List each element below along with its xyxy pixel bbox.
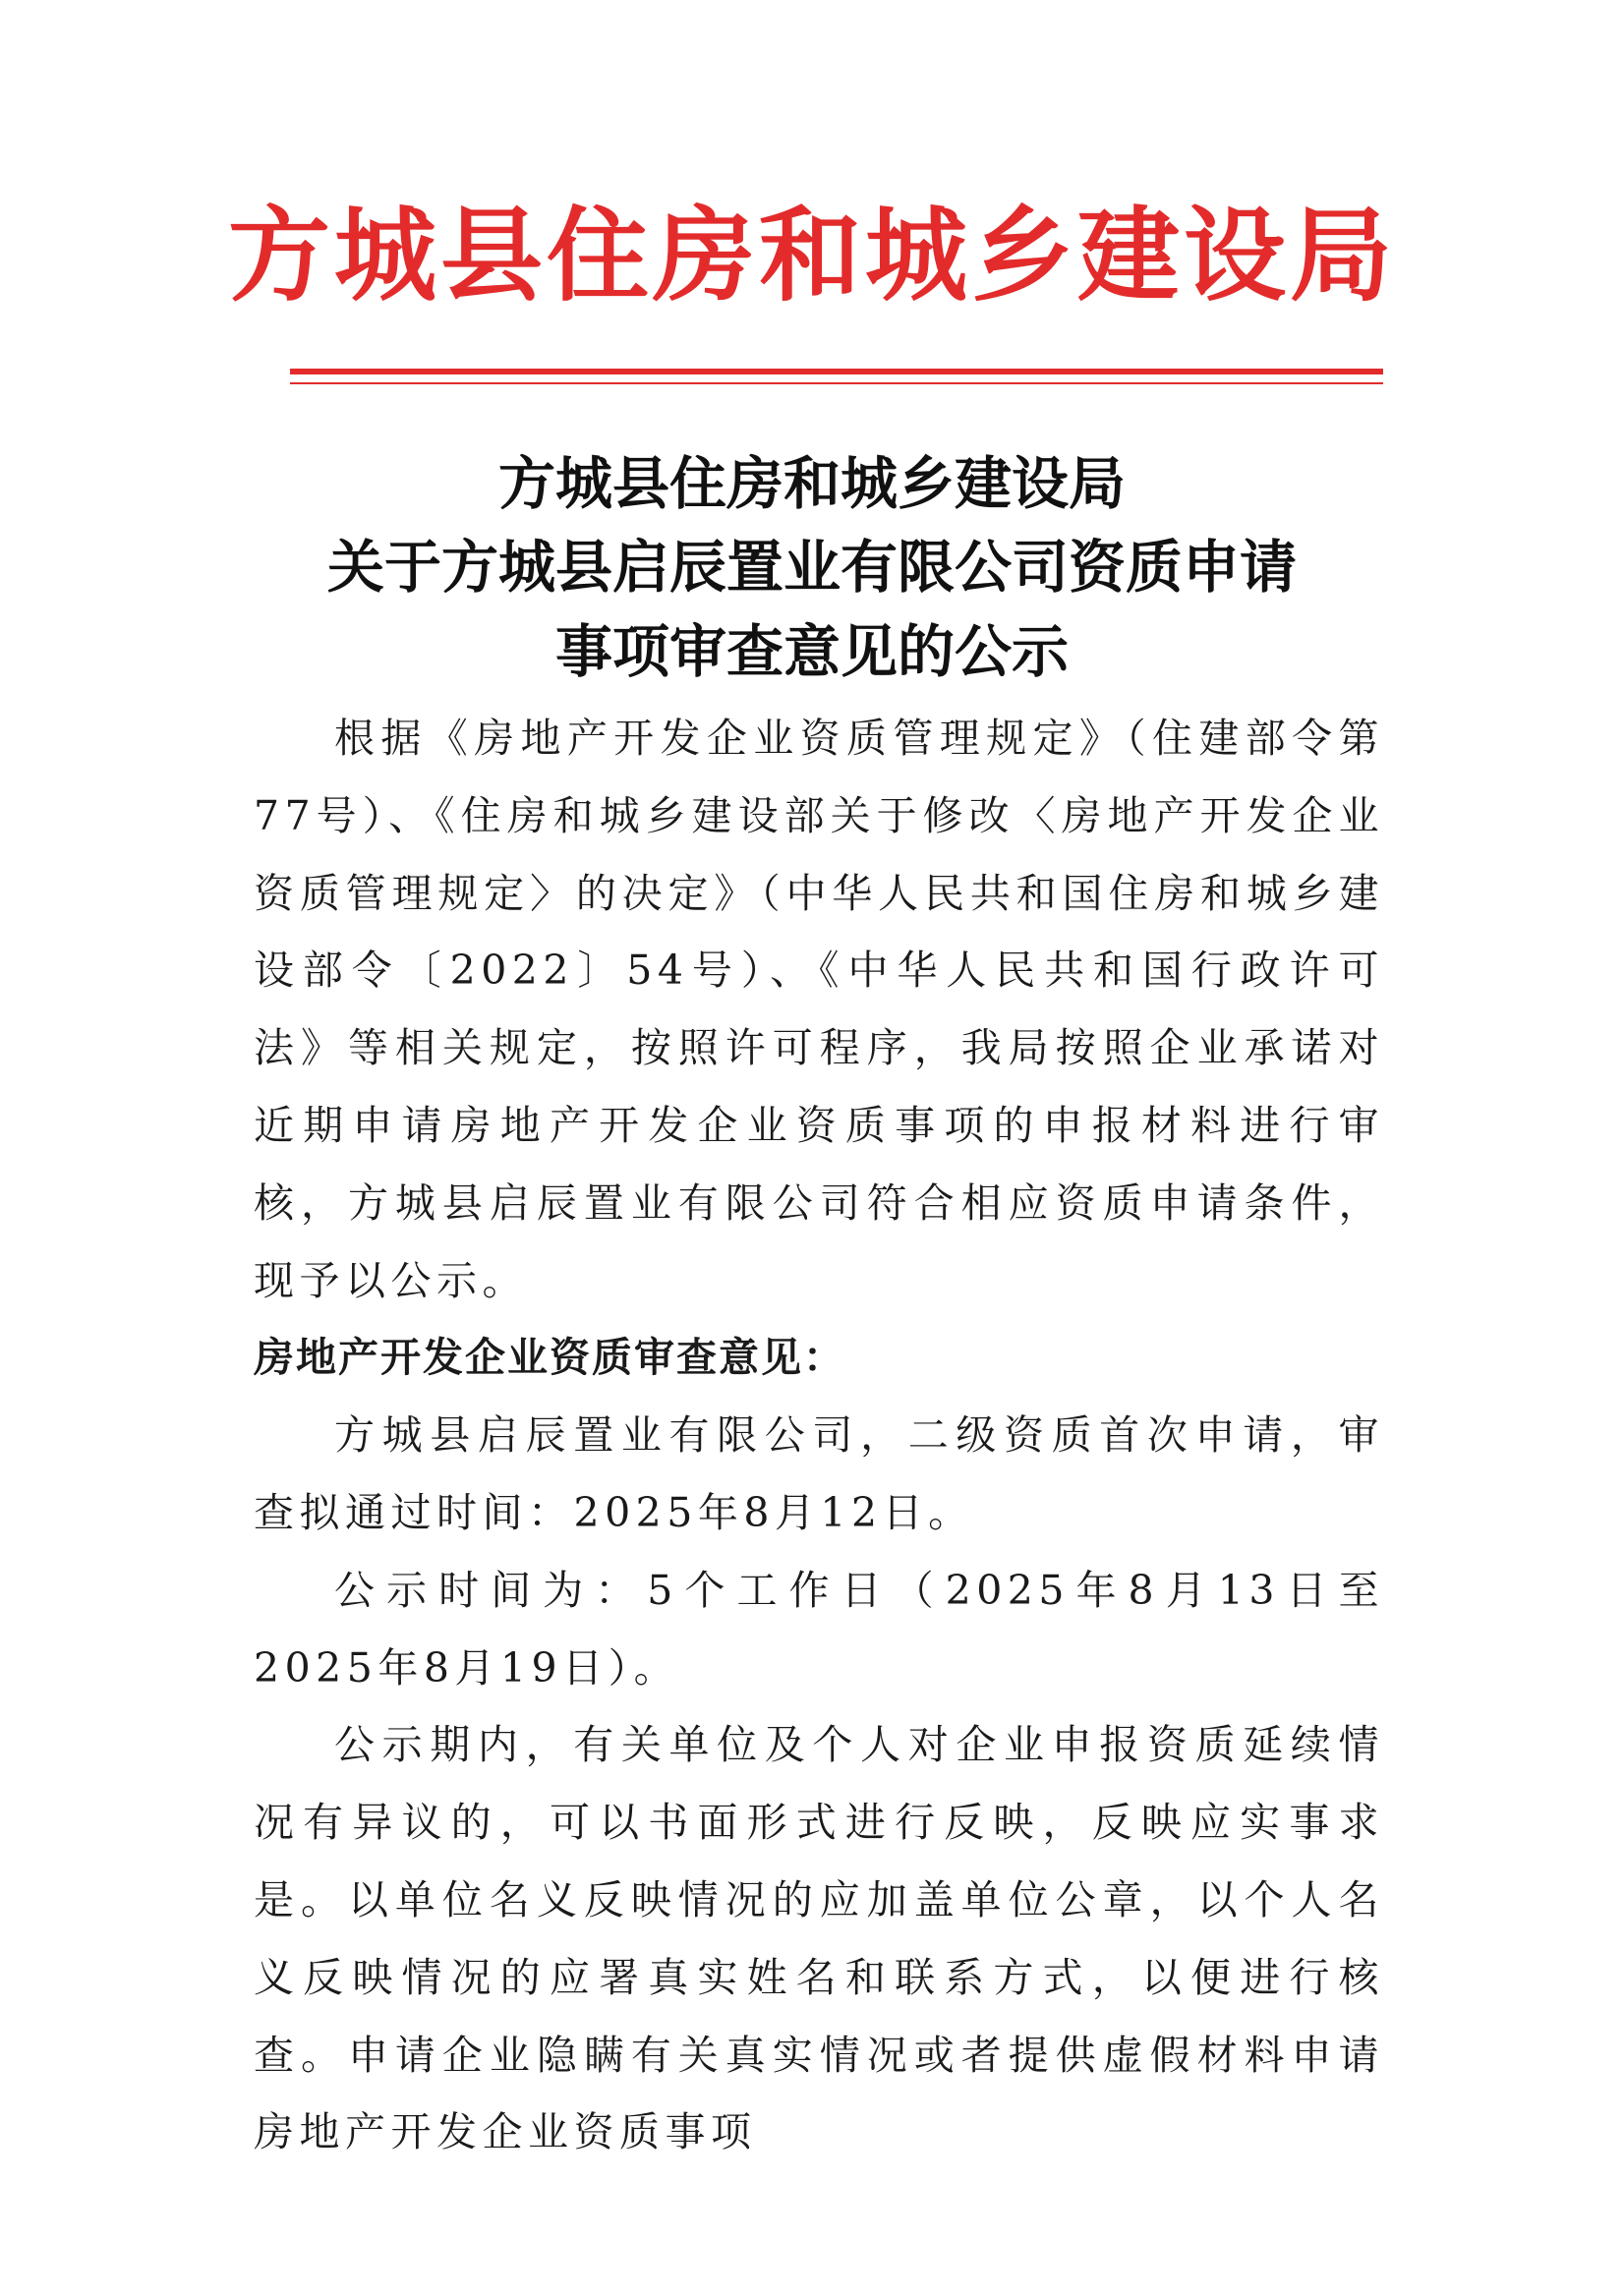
body-paragraph-objection-procedure: 公示期内，有关单位及个人对企业申报资质延续情况有异议的，可以书面形式进行反映，反映应实事求是。以单位名义反映情况的应加盖单位公章，以个人名义反映情况的应署真实姓名和联系方式，以便进行核查。申请企业隐瞒有关真实情况或者提供虚假材料申请房地产开发企业资质事项: [254, 1721, 1384, 2156]
body-paragraph-review-result: 方城县启辰置业有限公司，二级资质首次申请，审查拟通过时间：2025年8月12日。: [254, 1411, 1384, 1536]
body-paragraph-basis: 根据《房地产开发企业资质管理规定》（住建部令第77号）、《住房和城乡建设部关于修改〈房地产开发企业资质管理规定〉的决定》（中华人民共和国住房和城乡建设部令〔2022〕54号）、《中华人民共和国行政许可法》等相关规定，按照许可程序，我局按照企业承诺对近期申请房地产开发企业资质事项的申报材料进行审核，方城县启辰置业有限公司符合相应资质申请条件，现予以公示。: [254, 715, 1384, 1304]
document-title-line-1: 方城县住房和城乡建设局: [497, 450, 1126, 517]
masthead-org-name: 方城县住房和城乡建设局: [227, 195, 1396, 316]
masthead-divider-thin: [290, 382, 1383, 384]
masthead-divider-thick: [290, 369, 1383, 374]
document-title-line-3: 事项审查意见的公示: [554, 618, 1069, 685]
document-title-line-2: 关于方城县启辰置业有限公司资质申请: [326, 534, 1297, 601]
document-body: [254, 700, 1384, 2171]
body-paragraph-publicity-period: 公示时间为：5个工作日（2025年8月13日至2025年8月19日）。: [254, 1566, 1384, 1692]
section-heading-review-opinion: 房地产开发企业资质审查意见：: [254, 1334, 845, 1382]
